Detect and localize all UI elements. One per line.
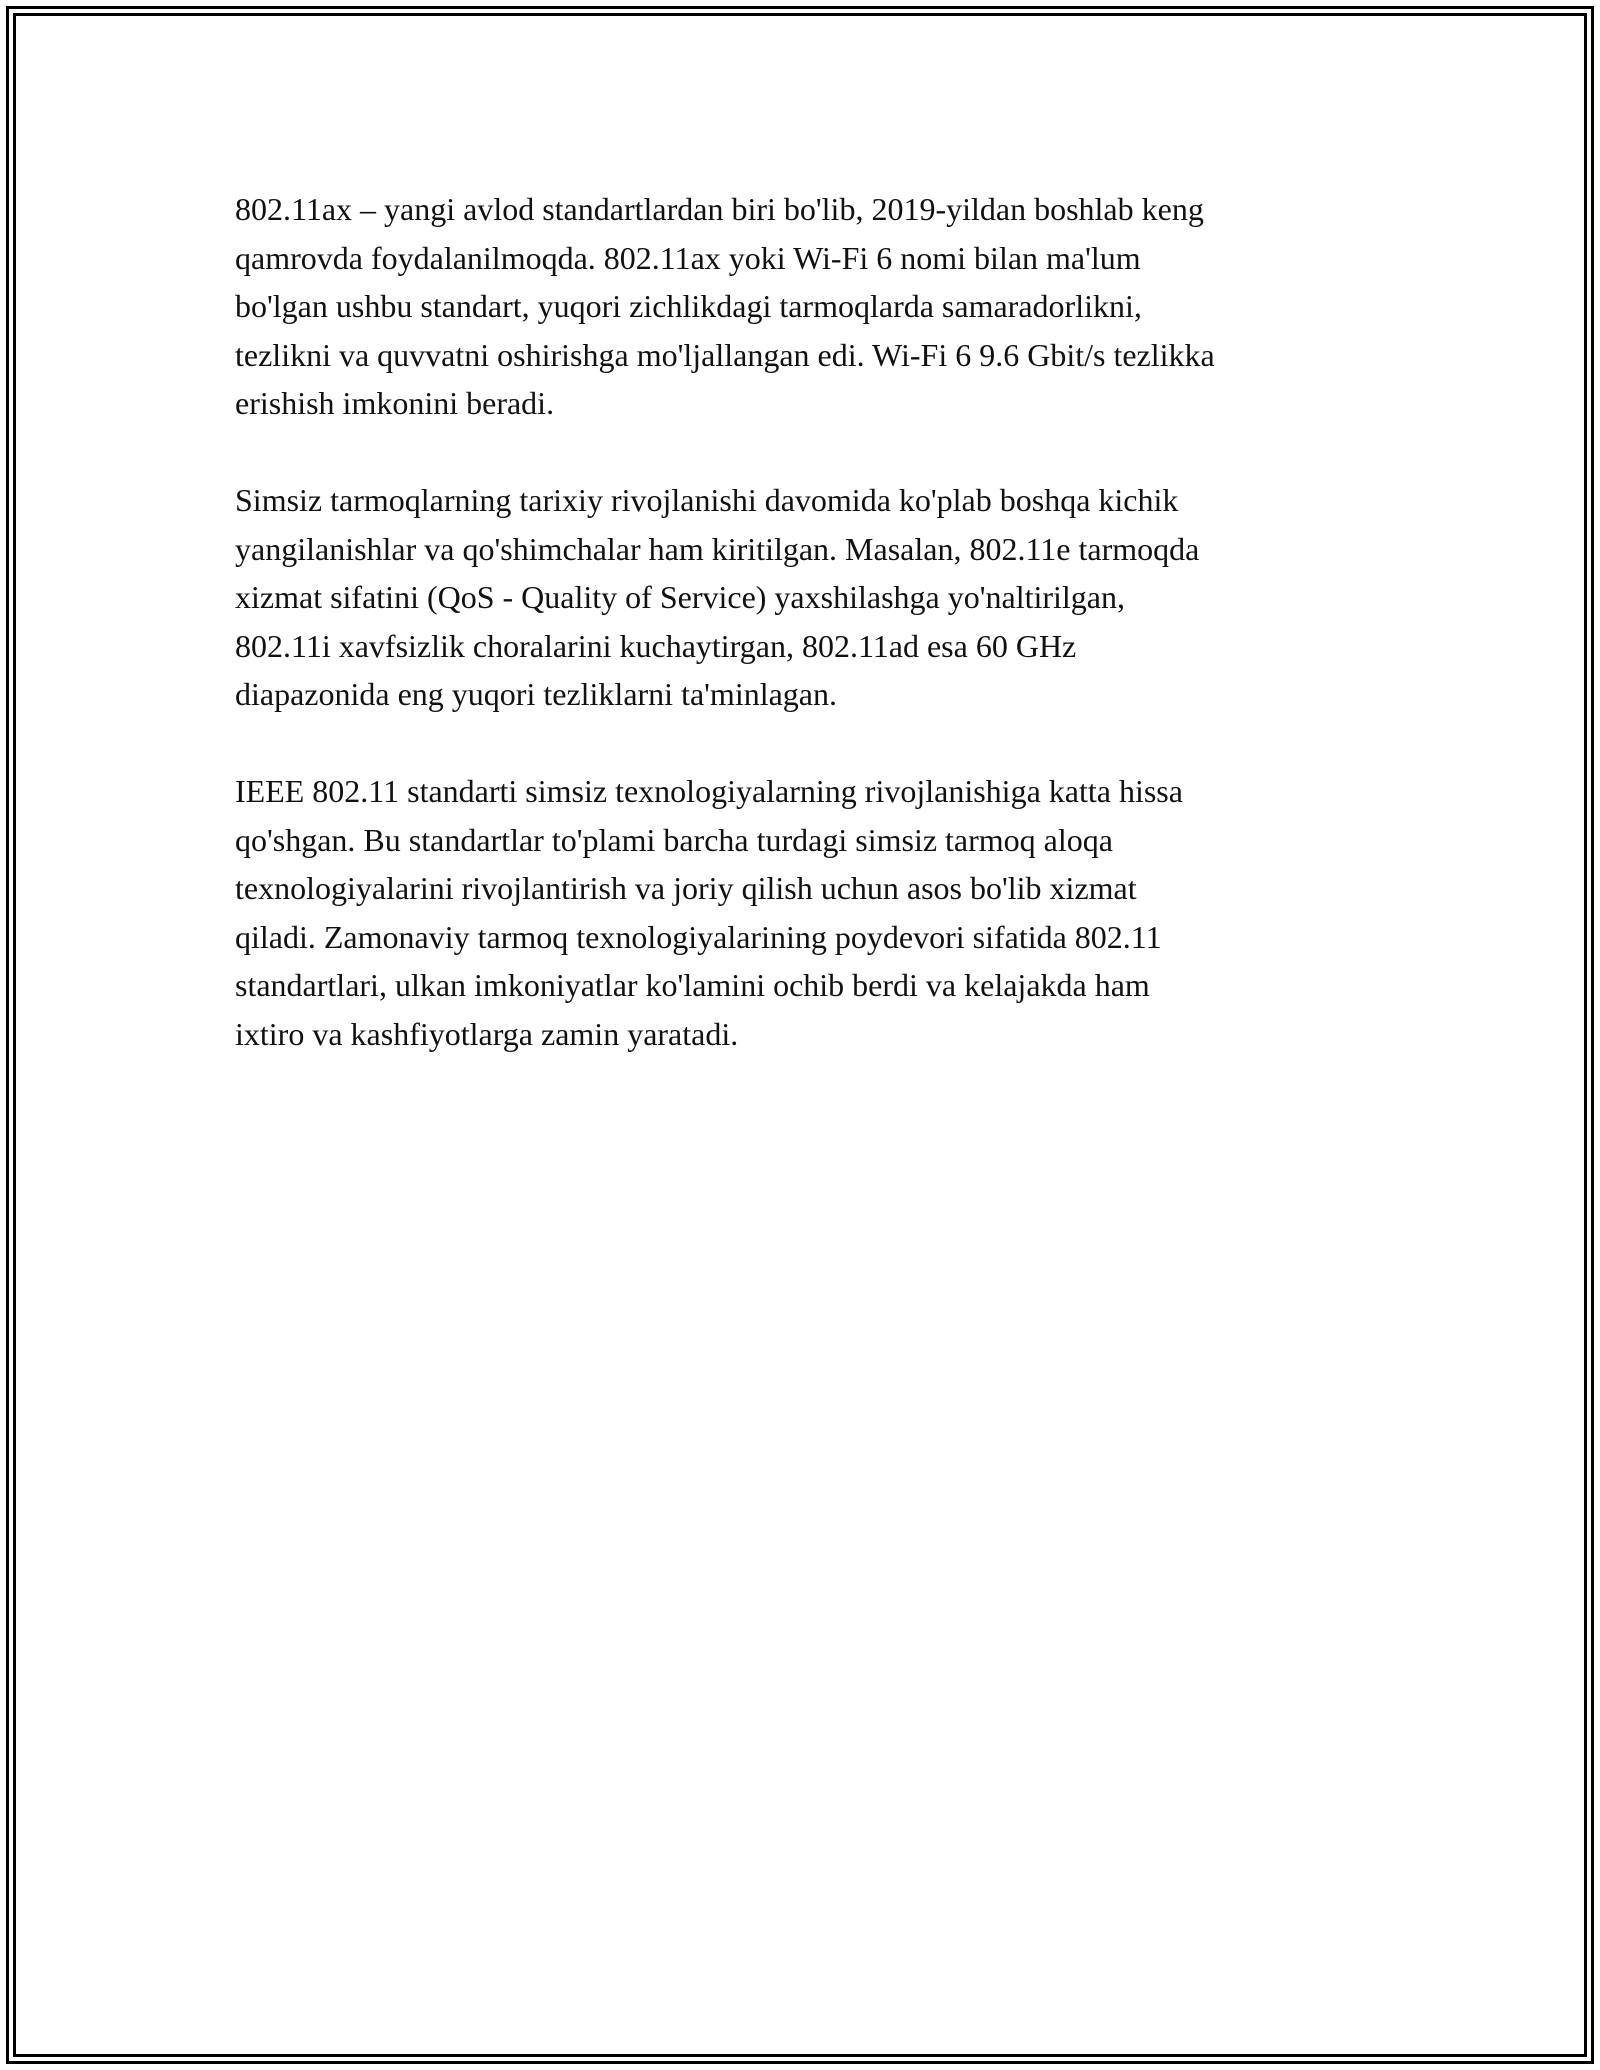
text-line: 802.11ax – yangi avlod standartlardan biri bo'lib, 2019-yildan boshlab keng: [235, 191, 1204, 227]
text-line: diapazonida eng yuqori tezliklarni ta'minlagan.: [235, 676, 837, 712]
paragraph-history: [235, 476, 1385, 719]
text-line: bo'lgan ushbu standart, yuqori zichlikdagi tarmoqlarda samaradorlikni,: [235, 288, 1142, 324]
text-line: 802.11i xavfsizlik choralarini kuchaytirgan, 802.11ad esa 60 GHz: [235, 627, 1077, 664]
text-line: erishish imkonini beradi.: [235, 385, 555, 421]
text-line: standartlari, ulkan imkoniyatlar ko'lamini ochib berdi va kelajakda ham: [235, 967, 1150, 1003]
text-line: yangilanishlar va qo'shimchalar ham kiritilgan. Masalan, 802.11e tarmoqda: [235, 530, 1200, 567]
paragraph-wifi6: [235, 185, 1385, 428]
text-line: tezlikni va quvvatni oshirishga mo'ljallangan edi. Wi-Fi 6 9.6 Gbit/s tezlikka: [235, 336, 1215, 373]
text-line: qo'shgan. Bu standartlar to'plami barcha turdagi simsiz tarmoq aloqa: [235, 821, 1113, 858]
text-line: ixtiro va kashfiyotlarga zamin yaratadi.: [235, 1015, 739, 1052]
paragraph-conclusion: [235, 767, 1385, 1058]
text-line: Simsiz tarmoqlarning tarixiy rivojlanishi davomida ko'plab boshqa kichik: [235, 482, 1179, 518]
text-line: IEEE 802.11 standarti simsiz texnologiyalarning rivojlanishiga katta hissa: [235, 773, 1183, 809]
text-line: qamrovda foydalanilmoqda. 802.11ax yoki Wi-Fi 6 nomi bilan ma'lum: [235, 239, 1141, 276]
text-line: xizmat sifatini (QoS - Quality of Service) yaxshilashga yo'naltirilgan,: [235, 579, 1125, 615]
document-body: [235, 185, 1385, 1107]
text-line: texnologiyalarini rivojlantirish va joriy qilish uchun asos bo'lib xizmat: [235, 870, 1137, 906]
text-line: qiladi. Zamonaviy tarmoq texnologiyalarining poydevori sifatida 802.11: [235, 918, 1162, 955]
